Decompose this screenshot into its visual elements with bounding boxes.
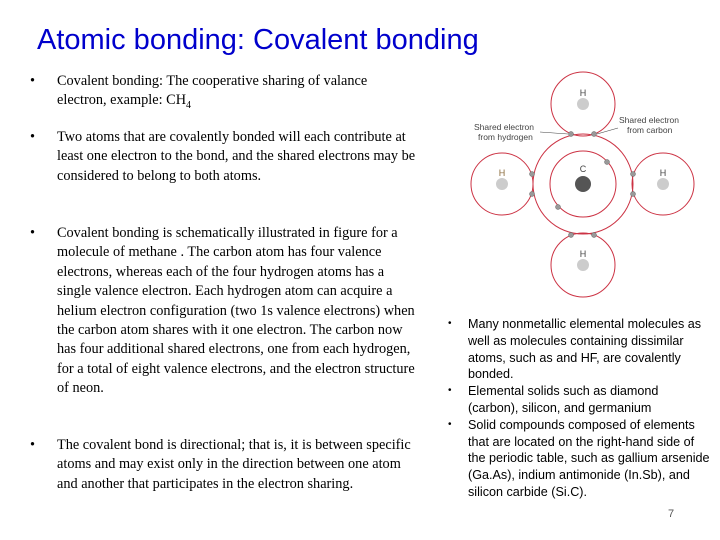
- page-number: 7: [668, 508, 675, 520]
- label-shared-hydrogen-2: from hydrogen: [478, 132, 533, 142]
- label-shared-carbon-1: Shared electron: [619, 115, 680, 125]
- bullet-text: Covalent bonding is schematically illustrated in figure for a molecule of methane . The carbon atom has four valence electrons, whereas each of the four hydrogen atoms has a single valence electron. Each hydrogen atom can acquire a helium electron configuration (two 1s valence electrons) when the carbon atom shares with it one electron. The carbon now has four additional shared electrons, one from each hydrogen, for a total of eight valence electrons, and the electron structure of neon.: [57, 225, 415, 397]
- bullet: •: [30, 437, 36, 453]
- h-nucleus: [496, 178, 508, 190]
- right-bullet-1: [440, 316, 710, 383]
- label-shared-hydrogen-1: Shared electron: [474, 122, 535, 132]
- label-h-bottom: H: [579, 249, 587, 259]
- c-nucleus: [575, 176, 591, 192]
- label-shared-carbon-2: from carbon: [627, 125, 673, 135]
- right-bullet-2: [440, 383, 710, 417]
- bullet: •: [30, 73, 36, 89]
- pointer-line: [540, 132, 568, 134]
- right-bullet-3: [440, 417, 710, 501]
- bullet-text: Covalent bonding: The cooperative sharing of valance electron, example: CH: [57, 73, 368, 109]
- slide-title: Atomic bonding: Covalent bonding: [37, 24, 479, 56]
- bullet: •: [448, 318, 452, 329]
- h-nucleus: [577, 259, 589, 271]
- h-nucleus: [657, 178, 669, 190]
- bullet: •: [448, 385, 452, 397]
- bullet: •: [448, 418, 452, 430]
- bullet-text: Solid compounds composed of elements that are located on the right-hand side of the periodic table, such as gallium arsenide (Ga.As), indium antimonide (In.Sb), and silicon carbide (Si.C).: [468, 417, 710, 499]
- label-h-right: H: [659, 168, 667, 178]
- h-nucleus: [577, 98, 589, 110]
- bullet-text: Two atoms that are covalently bonded will each contribute at least one electron to the bond, and the shared electrons may be considered to belong to both atoms.: [57, 129, 416, 184]
- label-h-top: H: [579, 88, 587, 98]
- right-bullets: [440, 316, 710, 501]
- bullet: •: [30, 225, 36, 241]
- bullet-text: The covalent bond is directional; that is, it is between specific atoms and may exist only in the direction between one atom and another that participates in the electron sharing.: [57, 437, 411, 492]
- label-c: C: [579, 164, 587, 174]
- subscript: 4: [186, 100, 192, 112]
- bullet: •: [30, 129, 36, 145]
- bullet-text: Many nonmetallic elemental molecules as well as molecules containing dissimilar atoms, such as and HF, are covalently bonded.: [468, 317, 702, 382]
- bullet-text: Elemental solids such as diamond (carbon), silicon, and germanium: [468, 384, 659, 415]
- label-h-left: H: [498, 168, 506, 178]
